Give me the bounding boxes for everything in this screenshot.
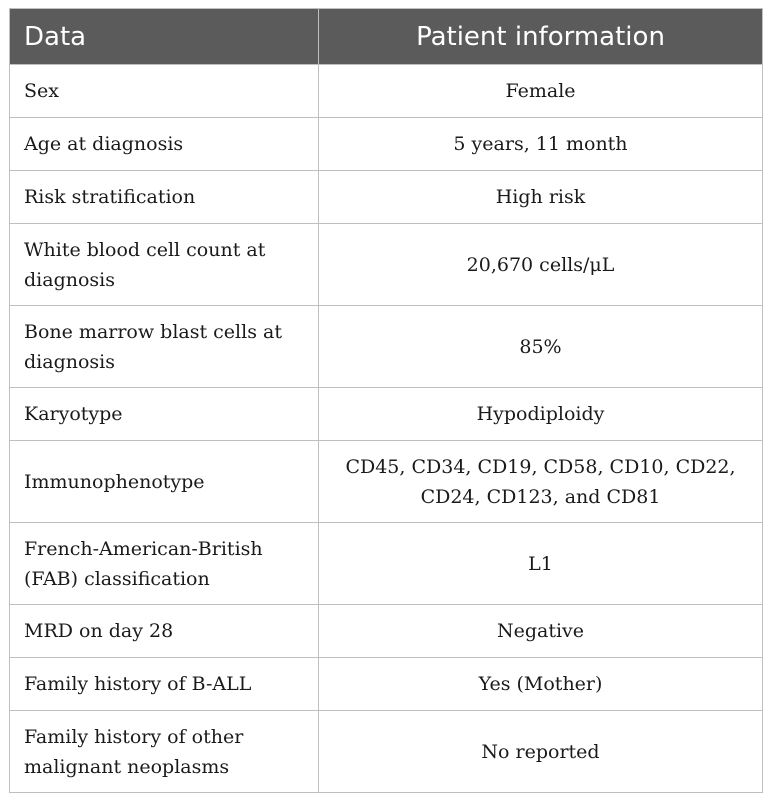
- row-label: French-American-British (FAB) classification: [10, 523, 319, 605]
- row-value: No reported: [319, 711, 763, 793]
- row-value: L1: [319, 523, 763, 605]
- row-label: Family history of B-ALL: [10, 658, 319, 711]
- row-value: 5 years, 11 month: [319, 118, 763, 171]
- row-label: Sex: [10, 65, 319, 118]
- row-value: 20,670 cells/μL: [319, 224, 763, 306]
- row-value: Hypodiploidy: [319, 388, 763, 441]
- row-label: Family history of other malignant neoplasms: [10, 711, 319, 793]
- row-value: CD45, CD34, CD19, CD58, CD10, CD22, CD24, CD123, and CD81: [319, 441, 763, 523]
- header-patient-information: Patient information: [319, 9, 763, 65]
- table-row: [10, 306, 763, 388]
- patient-info-table: [9, 8, 763, 793]
- table-header-row: [10, 9, 763, 65]
- row-value: Yes (Mother): [319, 658, 763, 711]
- table-row: [10, 605, 763, 658]
- row-label: Karyotype: [10, 388, 319, 441]
- row-label: White blood cell count at diagnosis: [10, 224, 319, 306]
- row-label: Risk stratification: [10, 171, 319, 224]
- table-row: [10, 711, 763, 793]
- table-row: [10, 523, 763, 605]
- row-label: Immunophenotype: [10, 441, 319, 523]
- table-row: [10, 118, 763, 171]
- row-value: 85%: [319, 306, 763, 388]
- row-label: MRD on day 28: [10, 605, 319, 658]
- row-label: Age at diagnosis: [10, 118, 319, 171]
- row-value: Negative: [319, 605, 763, 658]
- table-row: [10, 388, 763, 441]
- table-row: [10, 441, 763, 523]
- table-row: [10, 658, 763, 711]
- row-value: Female: [319, 65, 763, 118]
- table-row: [10, 171, 763, 224]
- table-row: [10, 65, 763, 118]
- table-row: [10, 224, 763, 306]
- row-value: High risk: [319, 171, 763, 224]
- row-label: Bone marrow blast cells at diagnosis: [10, 306, 319, 388]
- header-data: Data: [10, 9, 319, 65]
